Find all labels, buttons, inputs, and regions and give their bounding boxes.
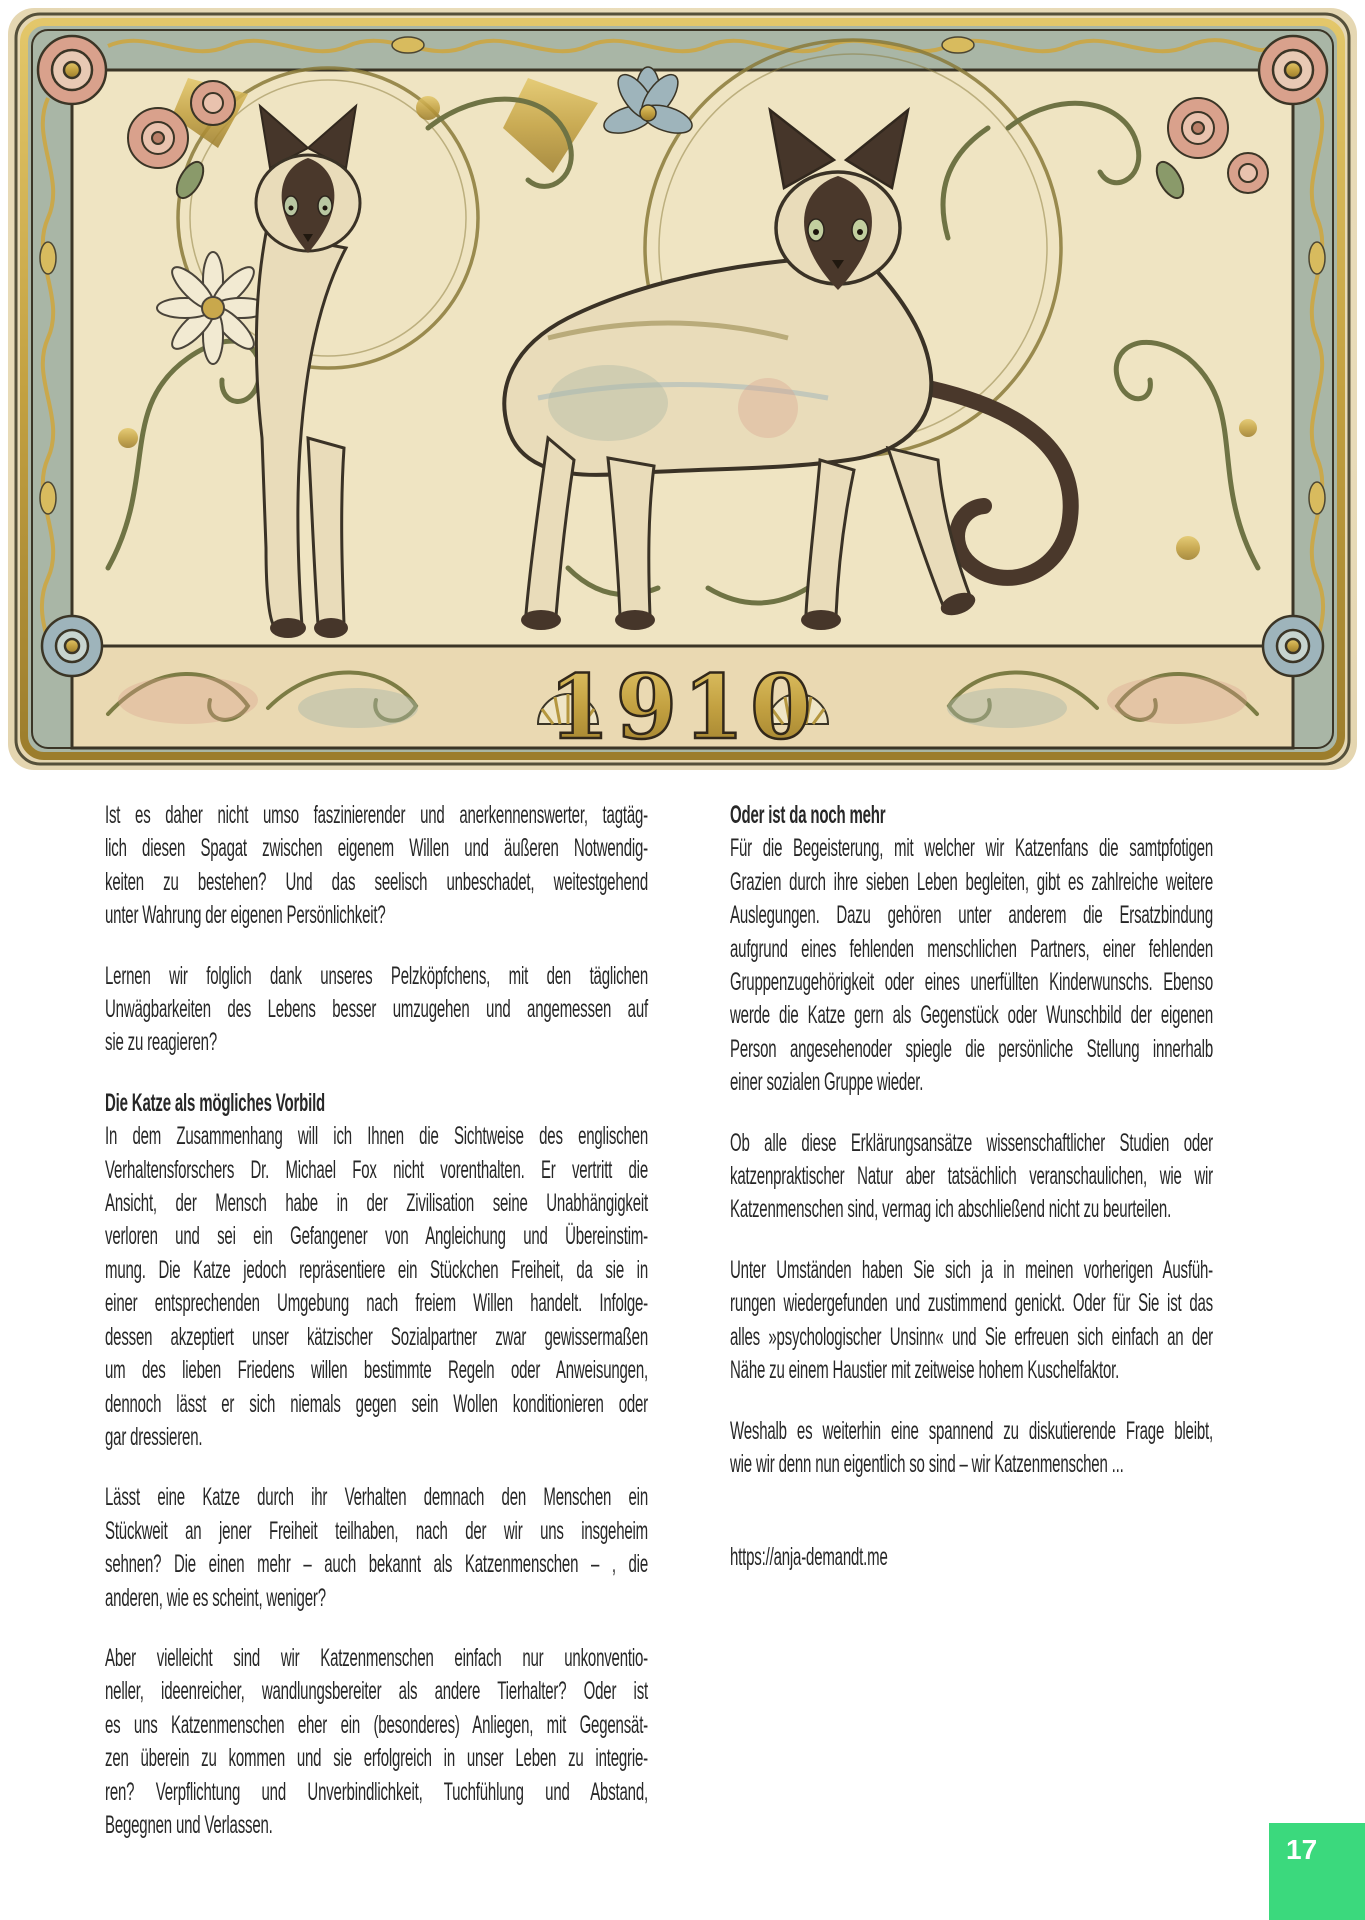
text-line: Weshalb es weiterhin eine spannend zu diskutierende Frage bleibt,: [730, 1416, 1213, 1445]
artwork-year: 1910: [548, 655, 818, 759]
website-link[interactable]: [730, 1541, 1213, 1574]
artnouveau-cats-illustration: [8, 8, 1357, 770]
text-line: Für die Begeisterung, mit welcher wir Katzenfans die samtpfotigen: [730, 834, 1213, 863]
paragraph: [730, 1415, 1213, 1482]
text-line: ren? Verpflichtung und Unverbindlichkeit, Tuchfühlung und Abstand,: [105, 1777, 648, 1806]
text-line: alles »psychologischer Unsinn« und Sie erfreuen sich einfach an der: [730, 1322, 1213, 1351]
text-line: aufgrund eines fehlenden menschlichen Partners, einer fehlenden: [730, 934, 1213, 963]
text-line: Aber vielleicht sind wir Katzenmenschen einfach nur unkonventio-: [105, 1643, 648, 1672]
text-line: Nähe zu einem Haustier mit zeitweise hohem Kuschelfaktor.: [730, 1356, 1120, 1385]
text-line: Ansicht, der Mensch habe in der Zivilisation seine Unabhängigkeit: [105, 1189, 648, 1218]
text-line: Unwägbarkeiten des Lebens besser umzugehen und angemessen auf: [105, 995, 648, 1024]
text-line: Grazien durch ihre sieben Leben begleiten, gibt es zahlreiche weitere: [730, 867, 1213, 896]
text-line: dessen akzeptiert unser kätzischer Sozialpartner zwar gewissermaßen: [105, 1322, 648, 1351]
text-line: um des lieben Friedens willen bestimmte Regeln oder Anweisungen,: [105, 1356, 648, 1385]
text-line: unter Wahrung der eigenen Persönlichkeit?: [105, 901, 386, 930]
text-line: Unter Umständen haben Sie sich ja in meinen vorherigen Ausfüh-: [730, 1255, 1213, 1284]
paragraph: [105, 960, 648, 1060]
paragraph: [105, 799, 648, 933]
paragraph: [730, 832, 1213, 1099]
text-line: Lernen wir folglich dank unseres Pelzköpfchens, mit den täglichen: [105, 961, 648, 990]
text-line: lich diesen Spagat zwischen eigenem Willen und äußeren Notwendig-: [105, 834, 648, 863]
paragraph: [105, 1642, 648, 1842]
text-line: Begegnen und Verlassen.: [105, 1810, 273, 1839]
text-line: Ist es daher nicht umso faszinierender und anerkennenswerter, tagtäg-: [105, 801, 648, 829]
text-line: katzenpraktischer Natur aber tatsächlich veranschaulichen, wie wir: [730, 1162, 1213, 1191]
paragraph: [105, 1481, 648, 1615]
text-line: Gruppenzugehörigkeit oder eines unerfüllten Kinderwunschs. Ebenso: [730, 968, 1213, 997]
paragraph: [730, 1254, 1213, 1388]
text-line: gar dressieren.: [105, 1422, 203, 1451]
text-line: es uns Katzenmenschen eher ein (besonderes) Anliegen, mit Gegensät-: [105, 1710, 648, 1739]
text-line: Ob alle diese Erklärungsansätze wissenschaftlicher Studien oder: [730, 1128, 1213, 1157]
white-daisy: [157, 252, 269, 364]
section-heading: [105, 1087, 648, 1120]
text-line: einer entsprechenden Umgebung nach freiem Willen handelt. Infolge-: [105, 1289, 648, 1318]
text-line: keiten zu bestehen? Und das seelisch unbeschadet, weitestgehend: [105, 867, 648, 896]
right-text-column: [730, 799, 1213, 1575]
paragraph: [105, 1120, 648, 1454]
paragraph: [730, 1127, 1213, 1227]
text-line: Die Katze als mögliches Vorbild: [105, 1088, 326, 1117]
text-line: sehnen? Die einen mehr – auch bekannt als Katzenmenschen – , die: [105, 1550, 648, 1579]
text-line: Katzenmenschen sind, vermag ich abschließend nicht zu beurteilen.: [730, 1195, 1172, 1224]
text-line: Lässt eine Katze durch ihr Verhalten demnach den Menschen ein: [105, 1483, 648, 1512]
text-line: neller, ideenreicher, wandlungsbereiter als andere Tierhalter? Oder ist: [105, 1677, 648, 1706]
left-text-column: [105, 799, 648, 1842]
text-line: werde die Katze gern als Gegenstück oder Wunschbild der eigenen: [730, 1001, 1213, 1030]
text-line: anderen, wie es scheint, weniger?: [105, 1583, 326, 1612]
page-number: 17: [1286, 1834, 1318, 1865]
text-line: Oder ist da noch mehr: [730, 801, 886, 829]
text-line: Stückweit an jener Freiheit teilhaben, nach der wir uns insgeheim: [105, 1516, 648, 1545]
text-line: In dem Zusammenhang will ich Ihnen die Sichtweise des englischen: [105, 1122, 648, 1151]
text-line: sie zu reagieren?: [105, 1028, 218, 1057]
text-line: rungen wiedergefunden und zustimmend genickt. Oder für Sie ist das: [730, 1289, 1213, 1318]
page-number-box: [1269, 1823, 1365, 1920]
text-line: dennoch lässt er sich niemals gegen sein Wollen konditionieren oder: [105, 1389, 648, 1418]
text-line: https://anja-demandt.me: [730, 1543, 888, 1572]
text-line: einer sozialen Gruppe wieder.: [730, 1068, 924, 1097]
text-line: Person angesehenoder spiegle die persönliche Stellung innerhalb: [730, 1034, 1213, 1063]
section-heading: [730, 799, 1213, 832]
text-line: mung. Die Katze jedoch repräsentiere ein Stückchen Freiheit, da sie in: [105, 1255, 648, 1284]
artwork-svg: [8, 8, 1357, 770]
text-line: wie wir denn nun eigentlich so sind – wir Katzenmenschen ...: [730, 1449, 1124, 1478]
text-line: Verhaltensforschers Dr. Michael Fox nicht vorenthalten. Er vertritt die: [105, 1155, 648, 1184]
text-line: verloren und sei ein Gefangener von Angleichung und Übereinstim-: [105, 1222, 648, 1251]
text-line: Auslegungen. Dazu gehören unter anderem die Ersatzbindung: [730, 901, 1213, 930]
text-line: zen überein zu kommen und sie erfolgreich in unser Leben zu integrie-: [105, 1744, 648, 1773]
